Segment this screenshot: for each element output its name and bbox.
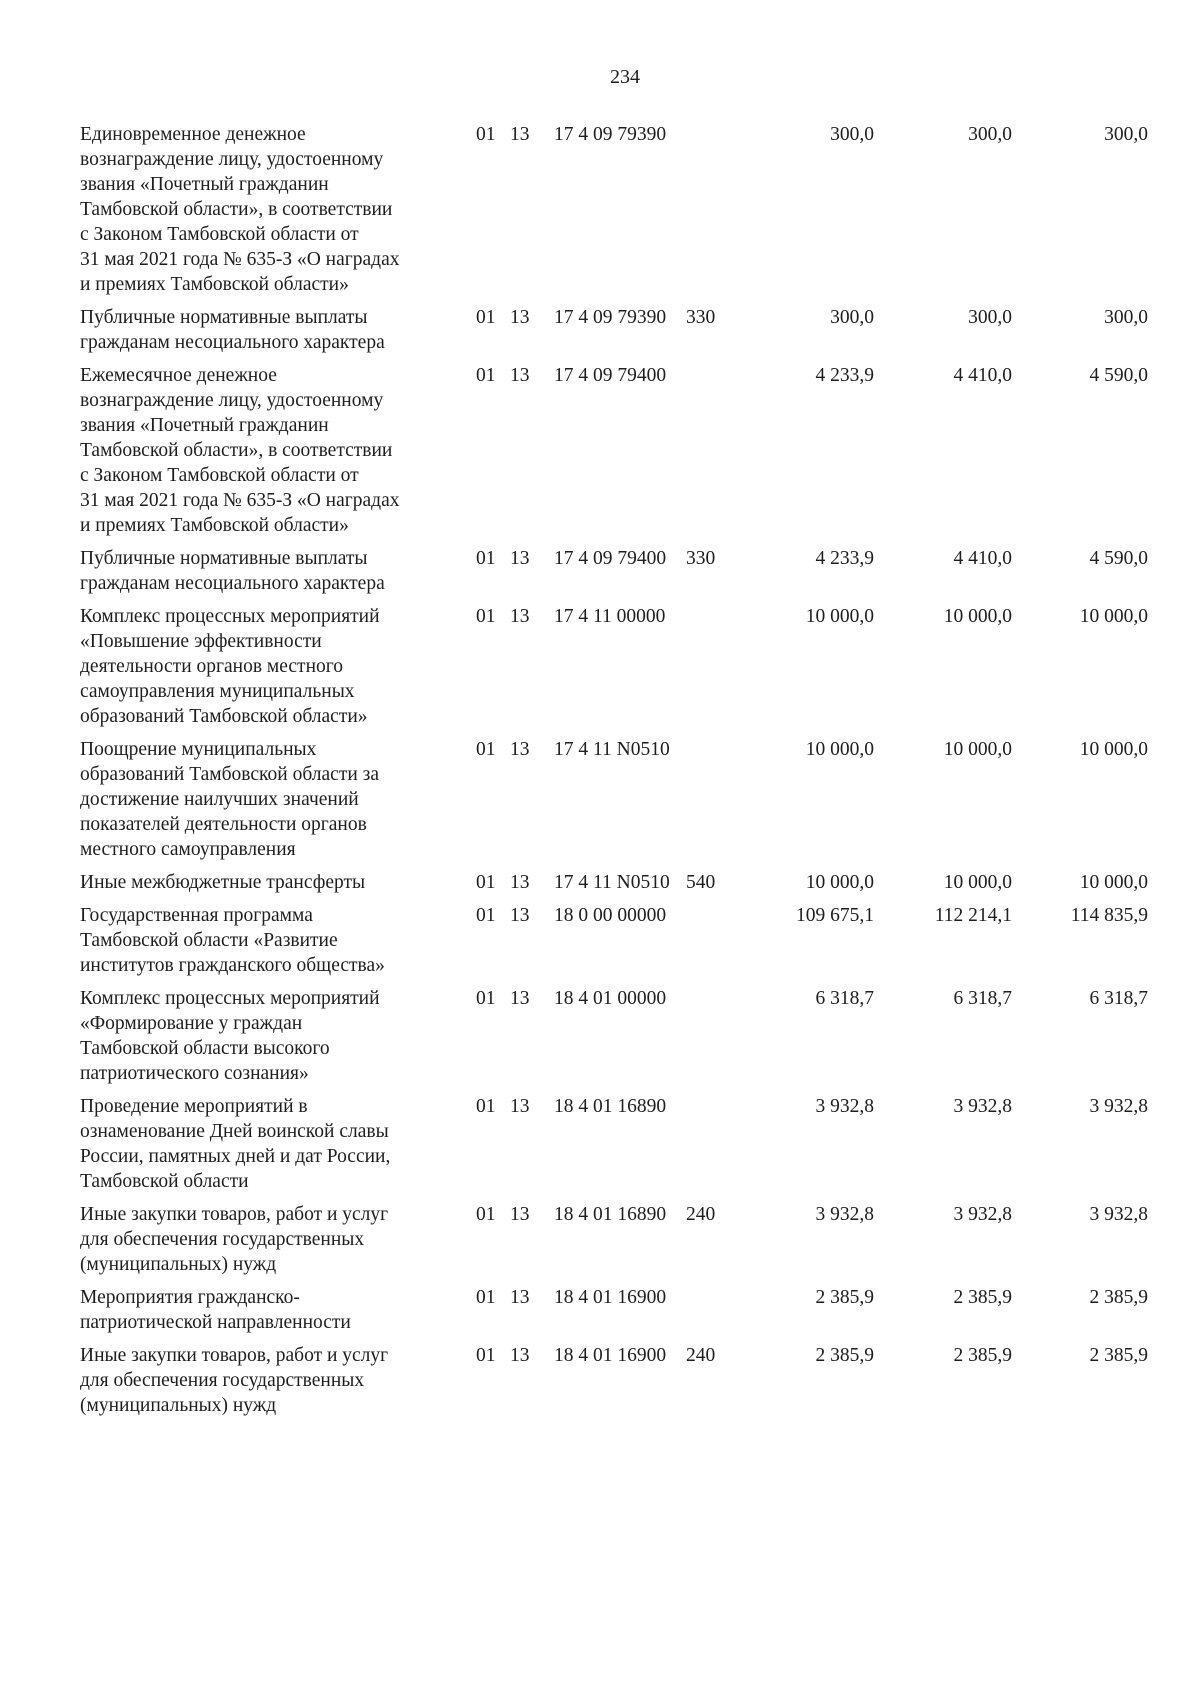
row-name-line: 31 мая 2021 года № 635-З «О наградах	[80, 249, 400, 270]
section-code: 01	[476, 548, 496, 569]
subsection-code: 13	[510, 606, 530, 627]
section-code: 01	[476, 872, 496, 893]
target-article-code: 18 0 00 00000	[554, 905, 667, 926]
amount-year-3: 2 385,9	[1089, 1345, 1148, 1366]
amount-year-3: 10 000,0	[1079, 739, 1148, 760]
amount-year-2: 2 385,9	[953, 1345, 1012, 1366]
section-code: 01	[476, 1096, 496, 1117]
section-code: 01	[476, 739, 496, 760]
row-name-line: Государственная программа	[80, 905, 313, 926]
target-article-code: 17 4 11 N0510	[554, 872, 670, 893]
amount-year-3: 6 318,7	[1089, 988, 1148, 1009]
row-name	[80, 604, 470, 729]
subsection-code: 13	[510, 1204, 530, 1225]
row-name-line: показателей деятельности органов	[80, 814, 367, 835]
amount-year-1: 3 932,8	[815, 1096, 874, 1117]
row-name-line: для обеспечения государственных	[80, 1229, 365, 1250]
subsection-code: 13	[510, 307, 530, 328]
row-name-line: звания «Почетный гражданин	[80, 174, 329, 195]
amount-year-1: 300,0	[830, 124, 874, 145]
row-name-line: образований Тамбовской области»	[80, 706, 368, 727]
amount-year-1: 10 000,0	[805, 606, 874, 627]
table-row	[80, 1202, 1150, 1277]
amount-year-1: 109 675,1	[796, 905, 874, 926]
section-code: 01	[476, 988, 496, 1009]
target-article-code: 18 4 01 16890	[554, 1204, 667, 1225]
row-name-line: Комплекс процессных мероприятий	[80, 606, 380, 627]
expense-type-code: 330	[686, 548, 716, 569]
row-name-line: Тамбовской области», в соответствии	[80, 440, 393, 461]
amount-year-2: 4 410,0	[953, 548, 1012, 569]
target-article-code: 17 4 09 79390	[554, 124, 667, 145]
row-name	[80, 1094, 470, 1194]
expense-type-code: 240	[686, 1345, 716, 1366]
subsection-code: 13	[510, 872, 530, 893]
table-row	[80, 1094, 1150, 1194]
row-name-line: Проведение мероприятий в	[80, 1096, 308, 1117]
subsection-code: 13	[510, 1287, 530, 1308]
row-name-line: гражданам несоциального характера	[80, 332, 385, 353]
expense-type-code: 540	[686, 872, 716, 893]
row-name-line: Комплекс процессных мероприятий	[80, 988, 380, 1009]
row-name-line: институтов гражданского общества»	[80, 955, 385, 976]
row-name-line: Иные межбюджетные трансферты	[80, 872, 366, 893]
amount-year-3: 114 835,9	[1070, 905, 1148, 926]
row-name-line: Мероприятия гражданско-	[80, 1287, 300, 1308]
row-name-line: деятельности органов местного	[80, 656, 344, 677]
amount-year-1: 4 233,9	[815, 548, 874, 569]
section-code: 01	[476, 307, 496, 328]
section-code: 01	[476, 1287, 496, 1308]
row-name-line: самоуправления муниципальных	[80, 681, 355, 702]
row-name-line: Ежемесячное денежное	[80, 365, 277, 386]
table-row	[80, 122, 1150, 297]
target-article-code: 18 4 01 16890	[554, 1096, 667, 1117]
subsection-code: 13	[510, 1096, 530, 1117]
amount-year-1: 2 385,9	[815, 1287, 874, 1308]
amount-year-3: 3 932,8	[1089, 1204, 1148, 1225]
subsection-code: 13	[510, 548, 530, 569]
row-name-line: Тамбовской области «Развитие	[80, 930, 338, 951]
section-code: 01	[476, 606, 496, 627]
amount-year-3: 2 385,9	[1089, 1287, 1148, 1308]
amount-year-3: 10 000,0	[1079, 606, 1148, 627]
row-name	[80, 1343, 470, 1418]
subsection-code: 13	[510, 905, 530, 926]
row-name-line: ознаменование Дней воинской славы	[80, 1121, 389, 1142]
row-name-line: Тамбовской области высокого	[80, 1038, 330, 1059]
amount-year-1: 4 233,9	[815, 365, 874, 386]
table-row	[80, 903, 1150, 978]
table-row	[80, 870, 1150, 895]
amount-year-2: 3 932,8	[953, 1204, 1012, 1225]
subsection-code: 13	[510, 739, 530, 760]
row-name	[80, 1202, 470, 1277]
row-name	[80, 737, 470, 862]
row-name-line: Иные закупки товаров, работ и услуг	[80, 1345, 389, 1366]
amount-year-1: 6 318,7	[815, 988, 874, 1009]
amount-year-1: 10 000,0	[805, 739, 874, 760]
table-row	[80, 1343, 1150, 1418]
row-name-line: патриотической направленности	[80, 1312, 351, 1333]
amount-year-2: 10 000,0	[943, 606, 1012, 627]
target-article-code: 17 4 11 00000	[554, 606, 666, 627]
table-row	[80, 1285, 1150, 1335]
row-name	[80, 1285, 470, 1335]
amount-year-2: 10 000,0	[943, 872, 1012, 893]
row-name-line: Тамбовской области», в соответствии	[80, 199, 393, 220]
table-row	[80, 305, 1150, 355]
row-name-line: (муниципальных) нужд	[80, 1395, 277, 1416]
row-name-line: «Повышение эффективности	[80, 631, 322, 652]
amount-year-2: 10 000,0	[943, 739, 1012, 760]
subsection-code: 13	[510, 988, 530, 1009]
row-name-line: «Формирование у граждан	[80, 1013, 303, 1034]
section-code: 01	[476, 1204, 496, 1225]
target-article-code: 17 4 11 N0510	[554, 739, 670, 760]
amount-year-2: 2 385,9	[953, 1287, 1012, 1308]
row-name	[80, 903, 470, 978]
amount-year-3: 4 590,0	[1089, 548, 1148, 569]
amount-year-3: 300,0	[1104, 307, 1148, 328]
amount-year-2: 6 318,7	[953, 988, 1012, 1009]
section-code: 01	[476, 1345, 496, 1366]
table-row	[80, 546, 1150, 596]
row-name-line: и премиях Тамбовской области»	[80, 274, 349, 295]
row-name-line: Единовременное денежное	[80, 124, 306, 145]
target-article-code: 17 4 09 79390	[554, 307, 667, 328]
table-row	[80, 986, 1150, 1086]
row-name-line: 31 мая 2021 года № 635-З «О наградах	[80, 490, 400, 511]
subsection-code: 13	[510, 365, 530, 386]
amount-year-2: 300,0	[968, 124, 1012, 145]
expense-type-code: 240	[686, 1204, 716, 1225]
row-name-line: звания «Почетный гражданин	[80, 415, 329, 436]
row-name-line: Тамбовской области	[80, 1171, 249, 1192]
row-name	[80, 986, 470, 1086]
amount-year-1: 300,0	[830, 307, 874, 328]
page-number: 234	[610, 66, 640, 88]
row-name-line: вознаграждение лицу, удостоенному	[80, 149, 384, 170]
target-article-code: 18 4 01 16900	[554, 1345, 667, 1366]
target-article-code: 17 4 09 79400	[554, 365, 667, 386]
row-name	[80, 870, 470, 895]
row-name-line: и премиях Тамбовской области»	[80, 515, 349, 536]
row-name-line: достижение наилучших значений	[80, 789, 359, 810]
target-article-code: 17 4 09 79400	[554, 548, 667, 569]
amount-year-2: 300,0	[968, 307, 1012, 328]
row-name-line: Публичные нормативные выплаты	[80, 548, 368, 569]
row-name-line: с Законом Тамбовской области от	[80, 224, 359, 245]
budget-table	[80, 122, 1150, 1418]
amount-year-3: 10 000,0	[1079, 872, 1148, 893]
row-name	[80, 122, 470, 297]
row-name-line: Поощрение муниципальных	[80, 739, 317, 760]
amount-year-3: 3 932,8	[1089, 1096, 1148, 1117]
row-name-line: патриотического сознания»	[80, 1063, 309, 1084]
row-name-line: Иные закупки товаров, работ и услуг	[80, 1204, 389, 1225]
row-name-line: для обеспечения государственных	[80, 1370, 365, 1391]
amount-year-3: 4 590,0	[1089, 365, 1148, 386]
subsection-code: 13	[510, 1345, 530, 1366]
row-name	[80, 363, 470, 538]
row-name-line: гражданам несоциального характера	[80, 573, 385, 594]
target-article-code: 18 4 01 00000	[554, 988, 667, 1009]
row-name-line: (муниципальных) нужд	[80, 1254, 277, 1275]
subsection-code: 13	[510, 124, 530, 145]
section-code: 01	[476, 365, 496, 386]
amount-year-2: 112 214,1	[934, 905, 1012, 926]
amount-year-3: 300,0	[1104, 124, 1148, 145]
table-row	[80, 363, 1150, 538]
target-article-code: 18 4 01 16900	[554, 1287, 667, 1308]
amount-year-2: 3 932,8	[953, 1096, 1012, 1117]
table-row	[80, 604, 1150, 729]
section-code: 01	[476, 124, 496, 145]
row-name-line: образований Тамбовской области за	[80, 764, 380, 785]
row-name-line: вознаграждение лицу, удостоенному	[80, 390, 384, 411]
row-name-line: местного самоуправления	[80, 839, 296, 860]
row-name-line: Публичные нормативные выплаты	[80, 307, 368, 328]
amount-year-1: 3 932,8	[815, 1204, 874, 1225]
row-name-line: с Законом Тамбовской области от	[80, 465, 359, 486]
amount-year-1: 2 385,9	[815, 1345, 874, 1366]
row-name	[80, 546, 470, 596]
expense-type-code: 330	[686, 307, 716, 328]
row-name	[80, 305, 470, 355]
amount-year-1: 10 000,0	[805, 872, 874, 893]
table-row	[80, 737, 1150, 862]
row-name-line: России, памятных дней и дат России,	[80, 1146, 391, 1167]
amount-year-2: 4 410,0	[953, 365, 1012, 386]
section-code: 01	[476, 905, 496, 926]
